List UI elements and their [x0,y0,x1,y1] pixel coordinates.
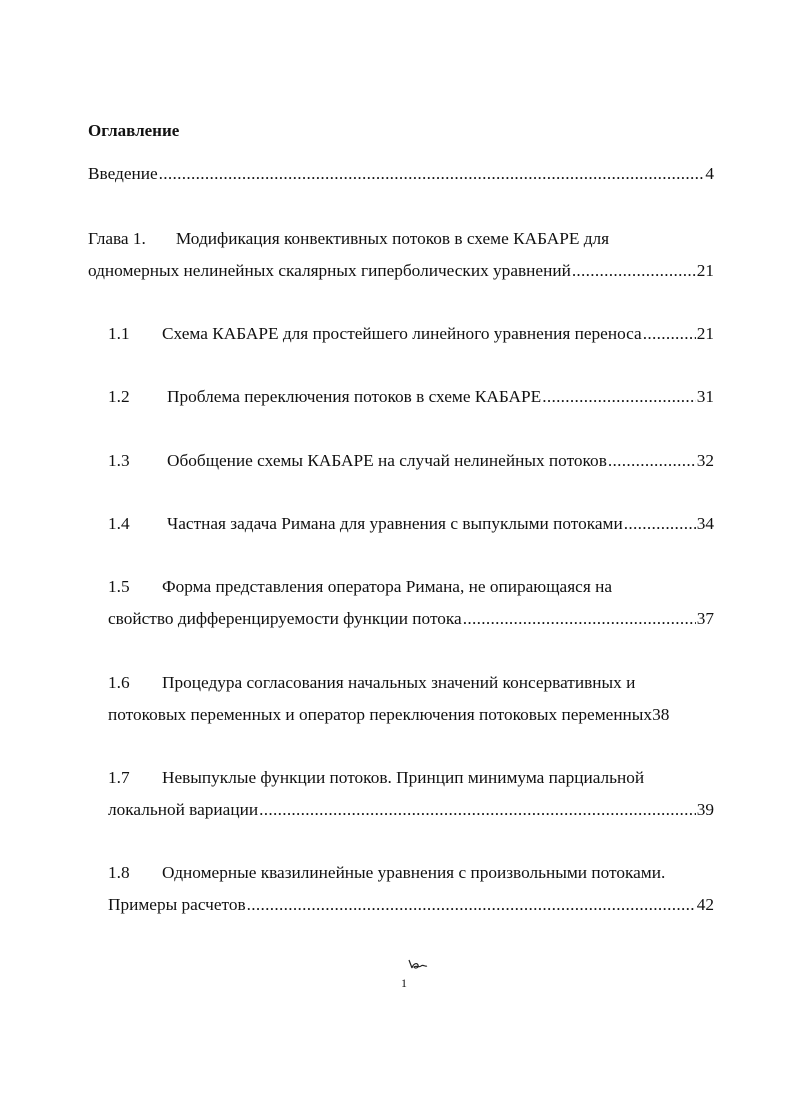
entry-title-line1: Процедура согласования начальных значений консервативных и [162,673,636,692]
entry-title: Схема КАБАРЕ для простейшего линейного уравнения переноса [162,324,642,343]
toc-entry-1-2 [108,386,714,408]
entry-page: 37 [696,609,714,628]
toc-entry-1-5-line2 [108,608,714,630]
entry-page: 34 [696,514,714,533]
toc-entry-1-7-line2 [108,799,714,821]
section-number: 1.7 [108,768,130,787]
chapter-title-line1: Модификация конвективных потоков в схеме КАБАРЕ для [175,229,610,248]
handwritten-mark-icon [407,958,429,972]
entry-page: 21 [696,324,714,343]
leader-dots [159,163,705,185]
section-number: 1.8 [108,863,130,882]
toc-entry-1-8-line2 [108,894,714,916]
toc-entry-chapter1-line2 [88,260,714,282]
entry-page: 42 [696,895,714,914]
toc-entry-1-6-line1 [108,672,635,694]
entry-title: Введение [88,164,158,183]
entry-page: 38 [652,705,670,724]
toc-entry-1-8-line1 [108,862,665,884]
leader-dots [643,323,696,345]
toc-entry-1-4 [108,513,714,535]
toc-entry-1-5-line1 [108,576,612,598]
entry-title-line2: свойство дифференцируемости функции потока [108,609,462,628]
entry-title-line1: Одномерные квазилинейные уравнения с произвольными потоками. [162,863,666,882]
entry-page: 31 [696,387,714,406]
leader-dots [463,608,696,630]
leader-dots [247,894,696,916]
section-number: 1.1 [108,324,130,343]
section-number: 1.6 [108,673,130,692]
entry-title-line2: локальной вариации [108,800,259,819]
section-number: 1.4 [108,514,130,533]
section-number: 1.5 [108,577,130,596]
leader-dots [624,513,696,535]
entry-title: Проблема переключения потоков в схеме КАБАРЕ [167,387,542,406]
toc-entry-1-6-line2 [108,704,717,726]
entry-page: 32 [696,451,714,470]
toc-entry-1-7-line1 [108,767,644,789]
leader-dots [542,386,696,408]
leader-dots [259,799,696,821]
toc-entry-intro [88,163,714,185]
toc-entry-1-1 [108,323,714,345]
toc-entry-1-3 [108,450,714,472]
chapter-title-line2: одномерных нелинейных скалярных гиперболических уравнений [88,261,571,280]
page-number: 1 [401,976,407,990]
entry-title: Частная задача Римана для уравнения с выпуклыми потоками [167,514,623,533]
entry-page: 39 [696,800,714,819]
section-number: 1.2 [108,387,130,406]
leader-dots [572,260,696,282]
entry-page: 21 [696,261,714,280]
entry-title-line2: потоковых переменных и оператор переключения потоковых переменных [108,705,653,724]
entry-title: Обобщение схемы КАБАРЕ на случай нелинейных потоков [167,451,607,470]
entry-title-line2: Примеры расчетов [108,895,246,914]
toc-entry-chapter1-line1 [88,228,609,250]
leader-dots [608,450,696,472]
entry-title-line1: Невыпуклые функции потоков. Принцип минимума парциальной [162,768,645,787]
chapter-label: Глава 1. [88,229,146,248]
entry-title-line1: Форма представления оператора Римана, не опирающаяся на [162,577,613,596]
entry-page: 4 [705,164,714,183]
section-number: 1.3 [108,451,130,470]
toc-heading: Оглавление [88,121,180,140]
